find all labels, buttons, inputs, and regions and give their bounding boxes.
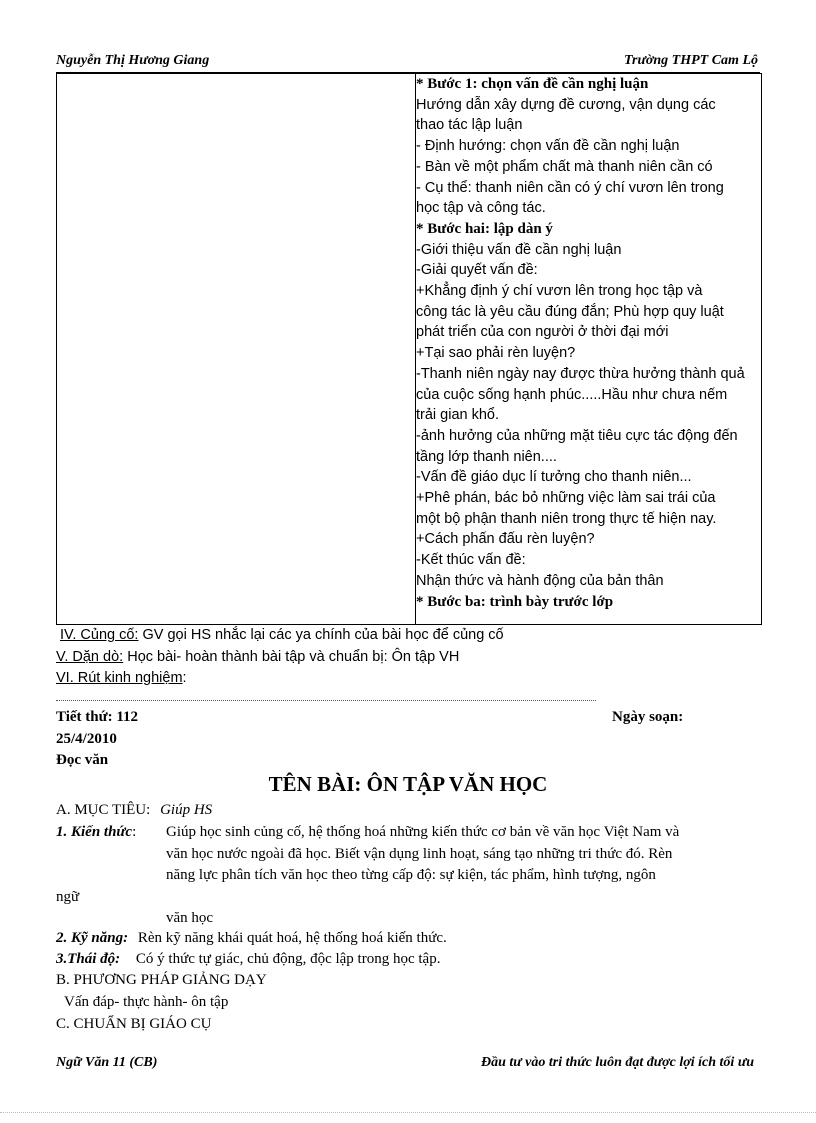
procedure-line: -Giới thiệu vấn đề cần nghị luận bbox=[416, 241, 622, 258]
section-a bbox=[56, 802, 212, 819]
section-vi-text: : bbox=[182, 670, 187, 686]
knowledge-line-3: năng lực phân tích văn học theo từng cấp độ: sự kiện, tác phẩm, hình tượng, ngôn bbox=[166, 867, 656, 883]
section-v bbox=[56, 649, 459, 665]
section-a-text: Giúp HS bbox=[160, 802, 213, 818]
knowledge-label: 1. Kiến thức bbox=[56, 824, 133, 840]
lesson-period: Tiết thứ: 112 bbox=[56, 709, 139, 725]
lesson-title: TÊN BÀI: ÔN TẬP VĂN HỌC bbox=[268, 772, 548, 796]
section-iv-text: GV gọi HS nhắc lại các ya chính của bài học để củng cố bbox=[138, 627, 504, 643]
procedure-line: -Thanh niên ngày nay được thừa hưởng thành quả bbox=[416, 365, 745, 382]
knowledge-line-2: văn học nước ngoài đã học. Biết vận dụng linh hoạt, sáng tạo những tri thức đó. Rèn bbox=[166, 846, 673, 862]
procedure-line: * Bước 1: chọn vấn đề cần nghị luận bbox=[416, 76, 649, 92]
lesson-subject: Đọc văn bbox=[56, 752, 109, 768]
section-vi-label: VI. Rút kinh nghiệm bbox=[56, 670, 183, 686]
attitude bbox=[56, 951, 440, 968]
footer-right: Đầu tư vào tri thức luôn đạt được lợi ích tối ưu bbox=[481, 1055, 754, 1070]
procedure-lines bbox=[416, 74, 761, 612]
procedure-line: công tác là yêu cầu đúng đắn; Phù hợp quy luật bbox=[416, 303, 724, 320]
section-v-text: Học bài- hoàn thành bài tập và chuẩn bị: Ôn tập VH bbox=[123, 649, 460, 665]
page-bottom-border bbox=[0, 1112, 816, 1113]
prep-date-label: Ngày soạn: bbox=[612, 709, 684, 725]
section-v-label: V. Dặn dò: bbox=[56, 649, 124, 665]
attitude-text: Có ý thức tự giác, chủ động, độc lập trong học tập. bbox=[135, 951, 441, 967]
section-iv-label: IV. Củng cố: bbox=[60, 627, 139, 643]
procedure-line: thao tác lập luận bbox=[416, 117, 523, 134]
knowledge-line-1: Giúp học sinh củng cố, hệ thống hoá những kiến thức cơ bản về văn học Việt Nam và bbox=[166, 824, 680, 840]
procedure-line: trải gian khổ. bbox=[416, 407, 500, 424]
procedure-line: phát triển của con người ở thời đại mới bbox=[416, 324, 669, 341]
procedure-line: học tập và công tác. bbox=[416, 200, 546, 217]
procedure-line: -ảnh hưởng của những mặt tiêu cực tác động đến bbox=[416, 427, 738, 444]
procedure-line: Hướng dẫn xây dựng đề cương, vận dụng các bbox=[416, 96, 716, 113]
procedure-line: - Cụ thể: thanh niên cần có ý chí vươn lên trong bbox=[416, 179, 724, 196]
procedure-line: +Khẳng định ý chí vươn lên trong học tập và bbox=[416, 283, 703, 300]
procedure-line: một bộ phận thanh niên trong thực tế hiện nay. bbox=[416, 510, 717, 527]
knowledge-colon: : bbox=[132, 824, 137, 840]
skills-label: 2. Kỹ năng: bbox=[56, 930, 129, 946]
header-author: Nguyễn Thị Hương Giang bbox=[56, 53, 210, 68]
section-vi bbox=[56, 670, 187, 686]
procedure-line: -Giải quyết vấn đề: bbox=[416, 262, 538, 279]
knowledge-wrap: ngữ bbox=[56, 889, 80, 905]
procedure-line: Nhận thức và hành động của bản thân bbox=[416, 572, 664, 589]
procedure-line: của cuộc sống hạnh phúc.....Hầu như chưa nếm bbox=[416, 386, 728, 403]
section-b-label: B. PHƯƠNG PHÁP GIẢNG DẠY bbox=[56, 972, 267, 988]
section-b-text: Vấn đáp- thực hành- ôn tập bbox=[64, 994, 229, 1010]
section-a-label: A. MỤC TIÊU: bbox=[56, 802, 151, 818]
skills bbox=[56, 930, 447, 947]
procedure-line: * Bước hai: lập dàn ý bbox=[416, 220, 553, 237]
knowledge-last: văn học bbox=[166, 910, 214, 926]
procedure-line: +Phê phán, bác bỏ những việc làm sai trái của bbox=[416, 490, 716, 507]
knowledge-heading bbox=[56, 824, 136, 841]
procedure-line: - Bàn về một phẩm chất mà thanh niên cần có bbox=[416, 158, 713, 175]
footer-left: Ngữ Văn 11 (CB) bbox=[56, 1055, 158, 1070]
attitude-label: 3.Thái độ: bbox=[56, 951, 121, 967]
skills-text: Rèn kỹ năng khái quát hoá, hệ thống hoá kiến thức. bbox=[137, 930, 447, 946]
procedure-line: +Cách phấn đấu rèn luyện? bbox=[416, 531, 595, 548]
header-school: Trường THPT Cam Lộ bbox=[624, 53, 758, 68]
lesson-date: 25/4/2010 bbox=[56, 731, 117, 747]
dotted-separator bbox=[56, 700, 596, 701]
section-c-label: C. CHUẨN BỊ GIÁO CỤ bbox=[56, 1016, 212, 1032]
procedure-line: -Vấn đề giáo dục lí tưởng cho thanh niên... bbox=[416, 469, 692, 486]
procedure-line: * Bước ba: trình bày trước lớp bbox=[416, 593, 614, 610]
section-iv bbox=[60, 627, 504, 643]
lesson-table bbox=[56, 73, 762, 625]
table-left-cell bbox=[57, 74, 416, 625]
procedure-line: tầng lớp thanh niên.... bbox=[416, 448, 557, 465]
procedure-line: -Kết thúc vấn đề: bbox=[416, 552, 526, 569]
table-right-cell bbox=[416, 74, 762, 625]
procedure-line: - Định hướng: chọn vấn đề cần nghị luận bbox=[416, 138, 680, 155]
procedure-line: +Tại sao phải rèn luyện? bbox=[416, 345, 576, 362]
